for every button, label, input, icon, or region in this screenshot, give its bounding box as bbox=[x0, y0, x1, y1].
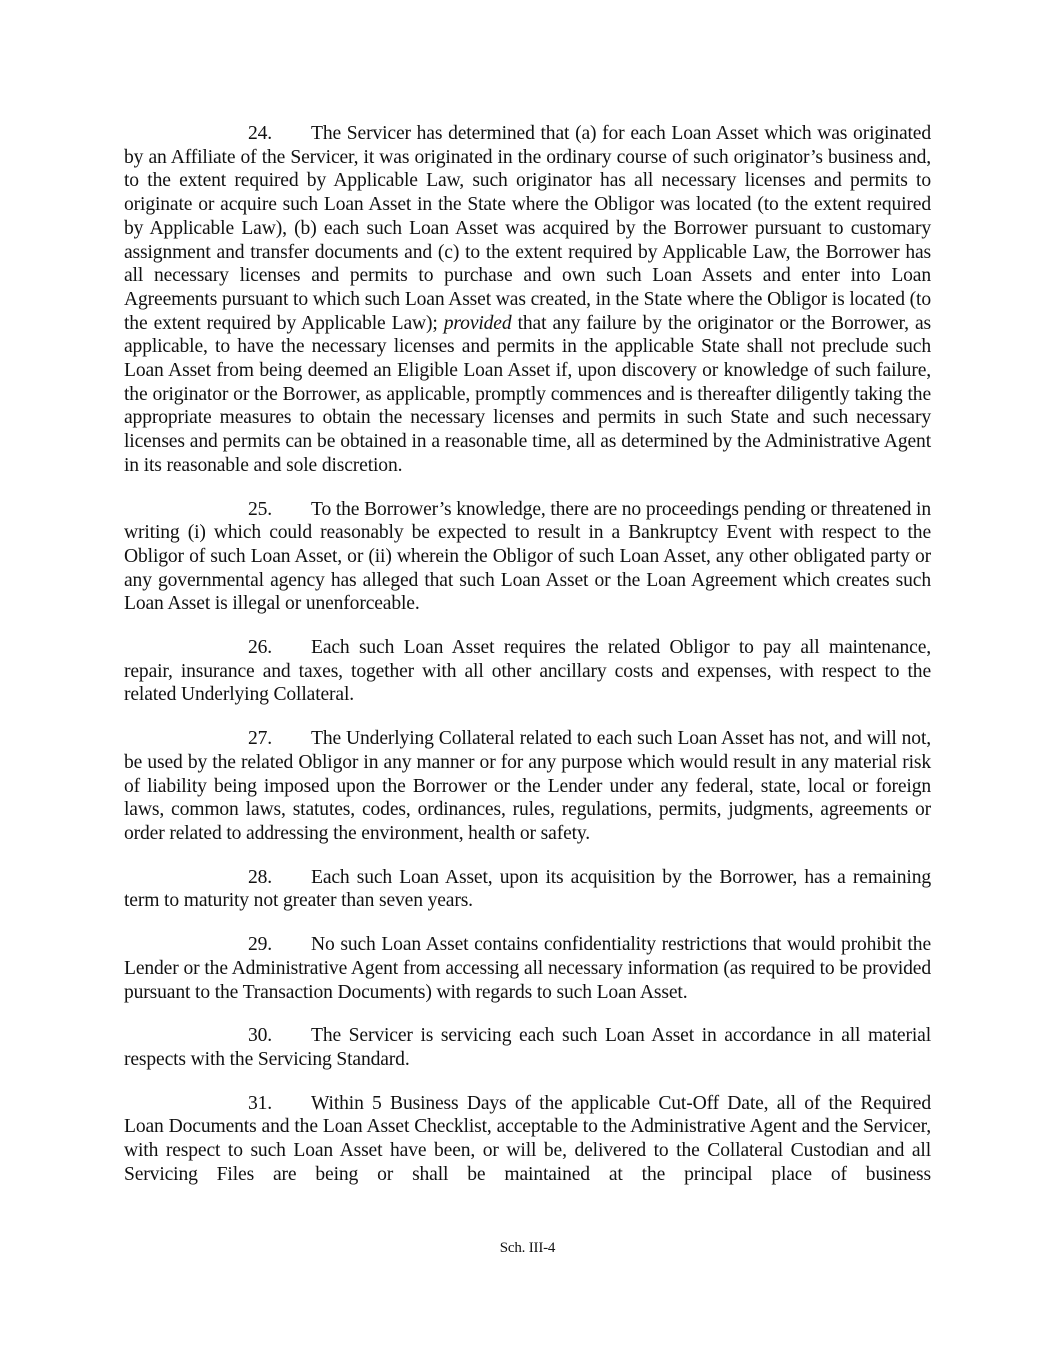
paragraph-number: 28. bbox=[248, 866, 273, 888]
paragraph-text: The Servicer is servicing each such Loan Asset in accordance in all material respects with the Servicing Standard. bbox=[124, 1025, 931, 1070]
paragraph-24 bbox=[124, 122, 931, 478]
paragraph-number: 30. bbox=[248, 1025, 273, 1047]
paragraph-text: Within 5 Business Days of the applicable Cut-Off Date, all of the Required Loan Documents and the Loan Asset Checklist, acceptable to the Administrative Agent and the Servicer, with respect to such Loan Asset have been, or will be, delivered to the Collateral Custodian and all Servicing Files are being or shall be maintained at the principal place of business bbox=[124, 1092, 931, 1185]
paragraph-text: The Underlying Collateral related to each such Loan Asset has not, and will not, be used by the related Obligor in any manner or for any purpose which would result in any material risk of liability being imposed upon the Borrower or the Lender under any federal, state, local or foreign laws, common laws, statutes, codes, ordinances, rules, regulations, permits, judgments, agreements or order related to addressing the environment, health or safety. bbox=[124, 728, 931, 844]
paragraph-text: Each such Loan Asset, upon its acquisition by the Borrower, has a remaining term to maturity not greater than seven years. bbox=[124, 866, 931, 912]
paragraph-number: 29. bbox=[248, 934, 273, 956]
paragraph-text: The Servicer has determined that (a) for each Loan Asset which was originated by an Affiliate of the Servicer, it was originated in the ordinary course of such originator’s business and, to the extent required by Applicable Law, such originator has all necessary licenses and permits to originate or acquire such Loan Asset in the State where the Obligor was located (to the extent required by Applicable Law), (b) each such Loan Asset was acquired by the Borrower pursuant to customary assignment and transfer documents and (c) to the extent required by Applicable Law, the Borrower has all necessary licenses and permits to purchase and own such Loan Assets and enter into Loan Agreements pursuant to which such Loan Asset was created, in the State where the Obligor is located (to the extent required by Applicable Law); bbox=[124, 123, 931, 334]
paragraph-number: 24. bbox=[248, 123, 273, 144]
paragraph-number: 27. bbox=[248, 728, 273, 750]
paragraph-26 bbox=[124, 636, 931, 707]
paragraph-number: 26. bbox=[248, 637, 273, 659]
paragraph-text: No such Loan Asset contains confidentiality restrictions that would prohibit the Lender or the Administrative Agent from accessing all necessary information (as required to be provided pursuant to the Transaction Documents) with regards to such Loan Asset. bbox=[124, 934, 931, 1003]
paragraph-25 bbox=[124, 498, 931, 617]
paragraph-31 bbox=[124, 1092, 931, 1187]
paragraph-30 bbox=[124, 1024, 931, 1071]
italic-term-provided: provided bbox=[443, 312, 512, 334]
paragraph-text: To the Borrower’s knowledge, there are no proceedings pending or threatened in writing (i) which could reasonably be expected to result in a Bankruptcy Event with respect to the Obligor of such Loan Asset, or (ii) wherein the Obligor of such Loan Asset, any other obligated party or any governmental agency has alleged that such Loan Asset or the Loan Agreement which creates such Loan Asset is illegal or unenforceable. bbox=[124, 498, 931, 615]
paragraph-number: 25. bbox=[248, 498, 273, 520]
paragraph-29 bbox=[124, 933, 931, 1004]
paragraph-27 bbox=[124, 727, 931, 846]
paragraph-number: 31. bbox=[248, 1092, 273, 1114]
document-page bbox=[124, 122, 931, 1206]
paragraph-28 bbox=[124, 866, 931, 913]
paragraph-text: Each such Loan Asset requires the related Obligor to pay all maintenance, repair, insurance and taxes, together with all other ancillary costs and expenses, with respect to the related Underlying Collateral. bbox=[124, 637, 931, 706]
page-footer: Sch. III-4 bbox=[499, 1240, 556, 1256]
paragraph-text-continued: that any failure by the originator or the Borrower, as applicable, to have the necessary licenses and permits in the applicable State shall not preclude such Loan Asset from being deemed an Eligible Loan Asset if, upon discovery or knowledge of such failure, the originator or the Borrower, as applicable, promptly commences and is thereafter diligently taking the appropriate measures to obtain the necessary licenses and permits in such State and such necessary licenses and permits can be obtained in a reasonable time, all as determined by the Administrative Agent in its reasonable and sole discretion. bbox=[124, 312, 932, 476]
